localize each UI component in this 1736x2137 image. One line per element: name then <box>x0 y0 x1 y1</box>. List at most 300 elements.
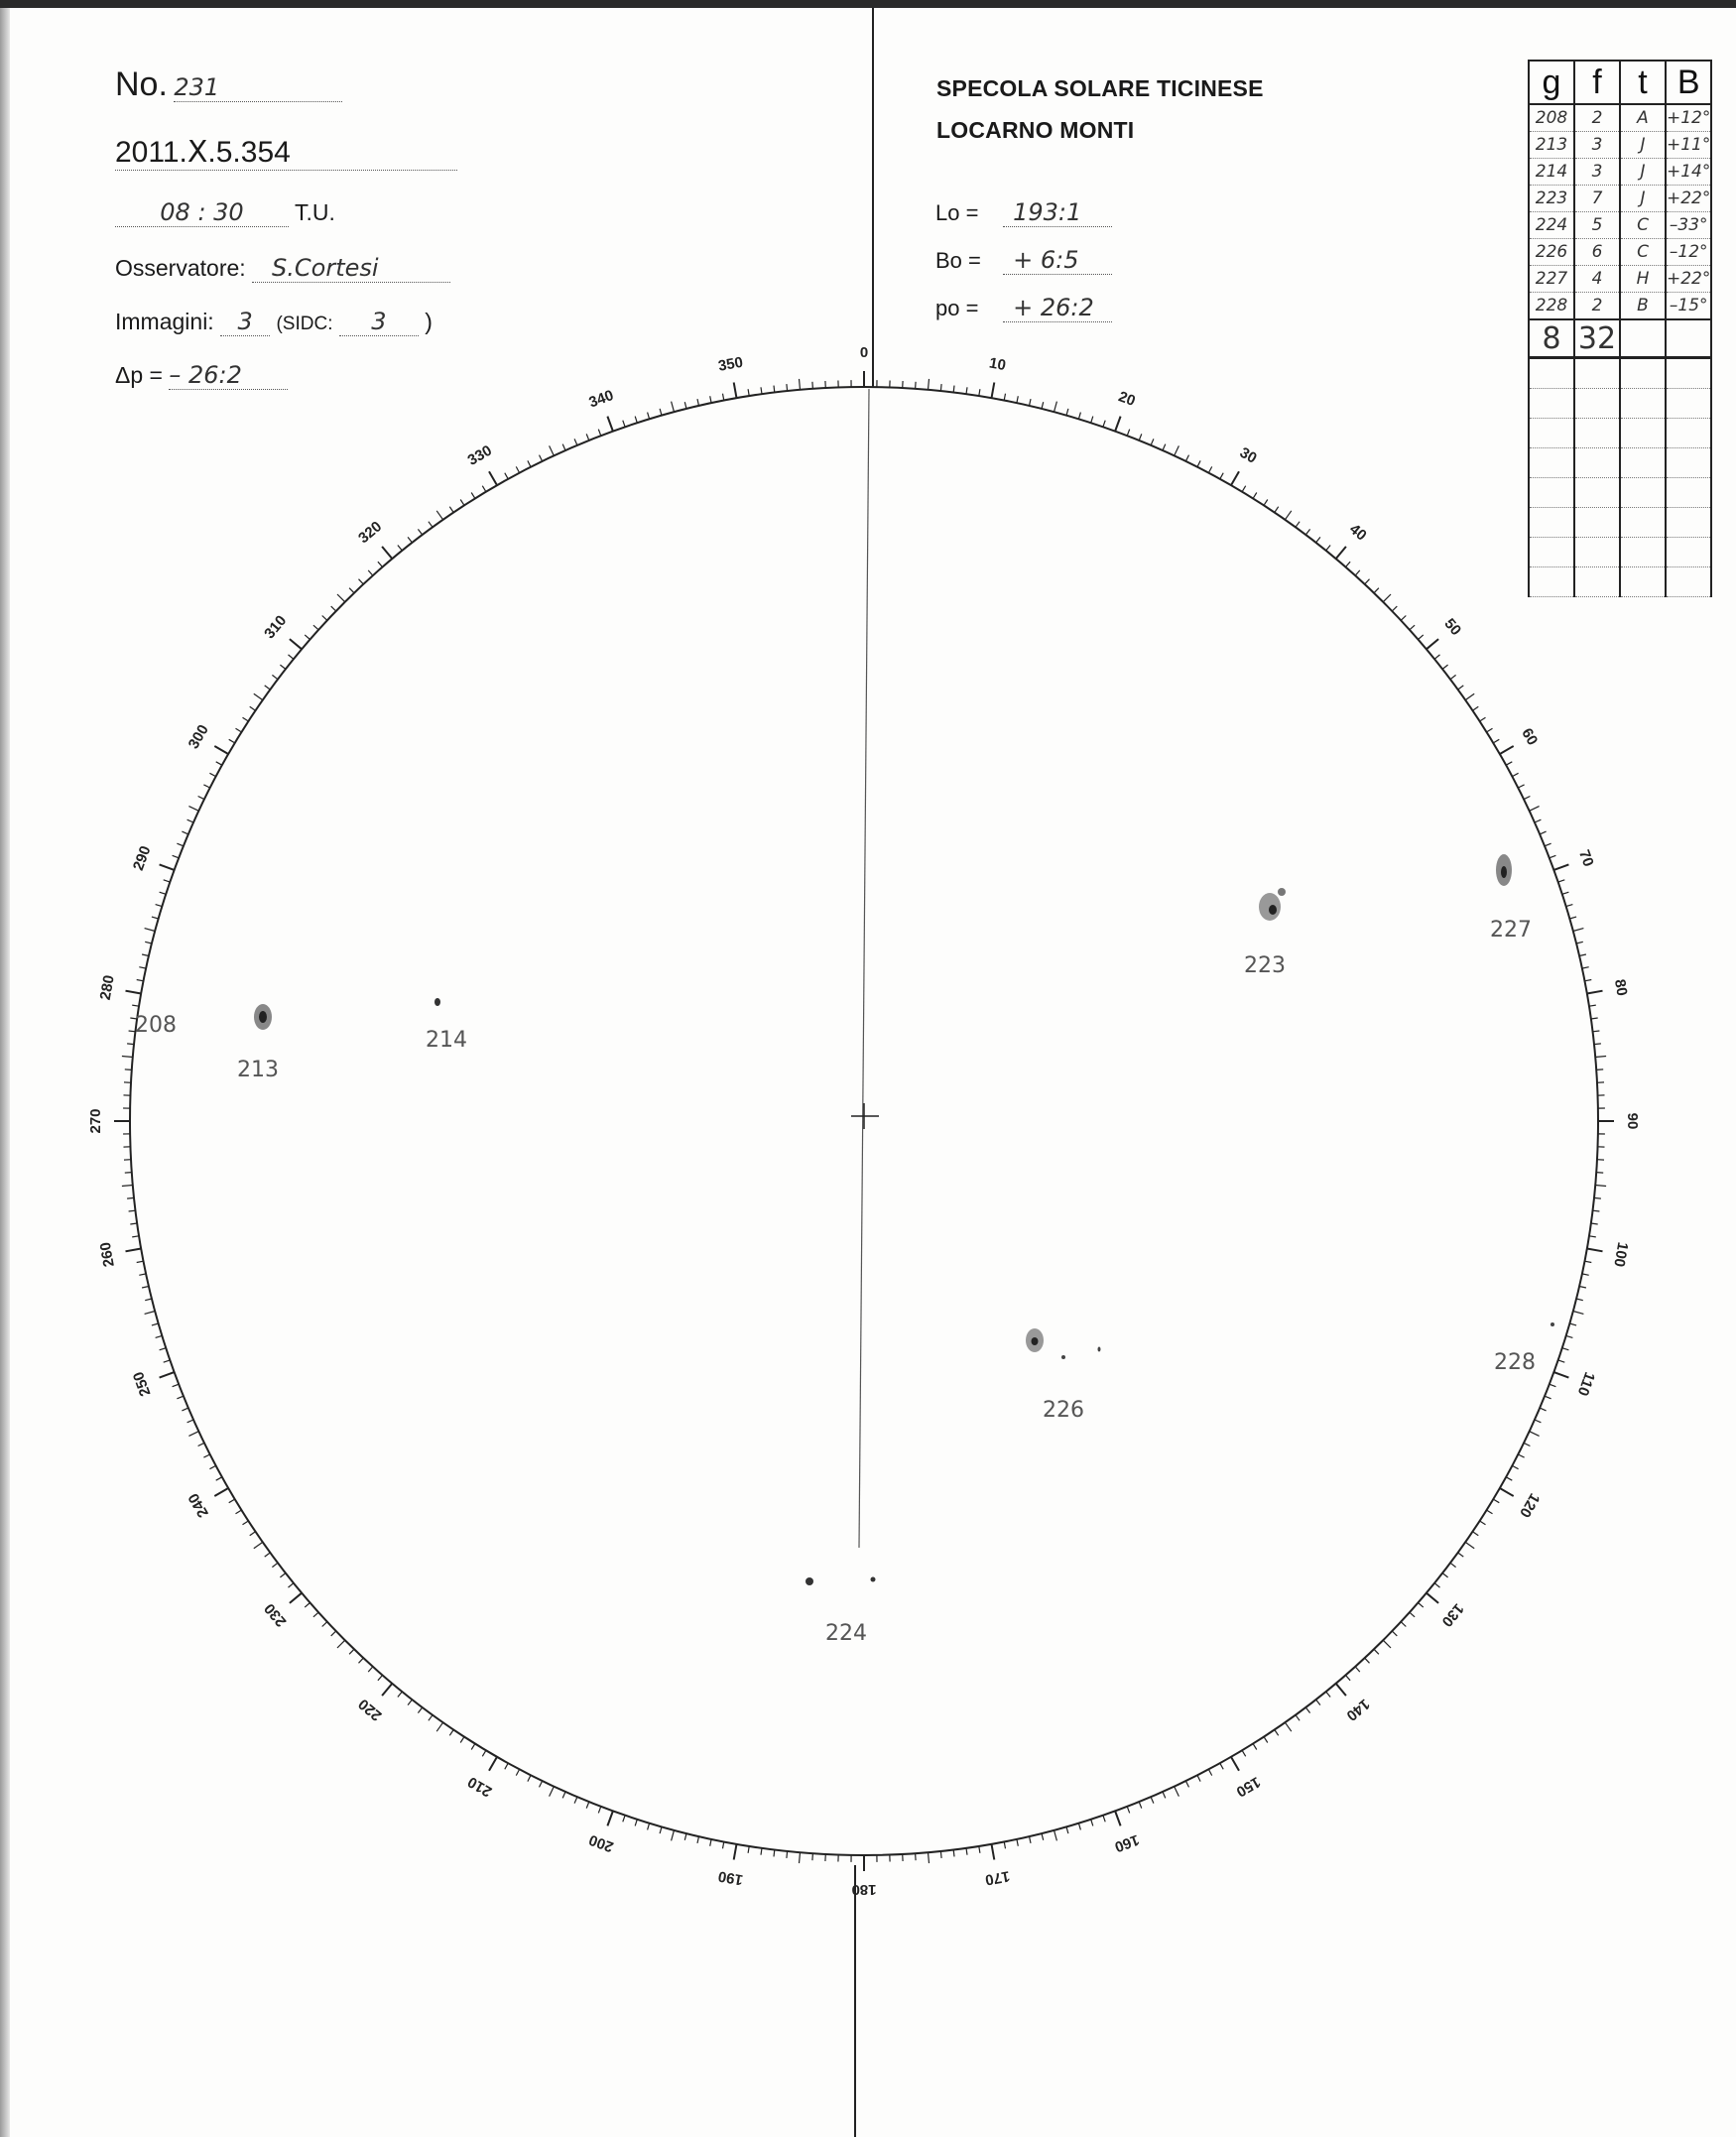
cell-g: 208 <box>1529 104 1574 132</box>
scale-tick <box>1473 1532 1479 1536</box>
scale-tick <box>607 417 613 432</box>
scale-tick <box>1545 843 1551 846</box>
group-label: 213 <box>237 1058 279 1082</box>
scale-tick <box>1579 1287 1586 1289</box>
scale-tick <box>1175 445 1179 455</box>
scale-tick <box>940 384 941 391</box>
cell-f: 5 <box>1574 212 1620 239</box>
tu-label: T.U. <box>294 199 335 225</box>
scale-tick <box>418 529 422 535</box>
scale-label: 120 <box>1516 1490 1544 1521</box>
sunspot <box>1501 866 1507 878</box>
scale-label: 140 <box>1342 1695 1373 1724</box>
cell-t: H <box>1620 266 1666 293</box>
scale-tick <box>188 1432 198 1437</box>
scale-tick <box>236 728 242 732</box>
scale-label: 90 <box>1624 1112 1642 1130</box>
scale-tick <box>1569 917 1576 919</box>
scale-tick <box>505 1763 508 1769</box>
scale-tick <box>187 819 193 822</box>
cell-f: 3 <box>1574 159 1620 186</box>
scale-tick <box>774 1850 775 1857</box>
scale-label: 210 <box>464 1773 495 1801</box>
scale-tick <box>1596 1173 1603 1174</box>
scale-tick <box>254 693 263 699</box>
scale-tick <box>229 739 235 743</box>
number-value: 231 <box>174 73 342 102</box>
sidc-label: (SIDC: <box>276 314 333 334</box>
scale-tick <box>528 460 531 466</box>
scale-tick <box>209 773 215 776</box>
scale-tick <box>337 594 345 602</box>
scale-tick <box>812 1853 813 1860</box>
scale-tick <box>164 1360 171 1362</box>
cell-f: 2 <box>1574 104 1620 132</box>
scale-tick <box>156 905 163 907</box>
scale-label: 70 <box>1574 847 1597 869</box>
scale-tick <box>748 389 749 396</box>
scale-tick <box>1594 1197 1601 1198</box>
scale-tick <box>1197 460 1200 466</box>
scale-tick <box>1562 1348 1569 1350</box>
scale-tick <box>979 1846 980 1853</box>
institution-name: SPECOLA SOLARE TICINESE <box>936 75 1264 101</box>
scale-tick <box>471 1744 475 1750</box>
scale-tick <box>1042 402 1044 409</box>
scale-tick <box>137 980 144 981</box>
scale-tick <box>489 1757 497 1771</box>
scale-label: 340 <box>586 386 616 412</box>
scale-tick <box>1185 455 1188 461</box>
scale-tick <box>966 387 967 394</box>
scale-tick <box>1139 1802 1142 1809</box>
group-label: 208 <box>135 1013 177 1038</box>
scale-label: 170 <box>983 1867 1012 1889</box>
scale-tick <box>1553 1372 1568 1378</box>
scale-tick <box>152 1323 159 1325</box>
scale-tick <box>1535 1420 1541 1423</box>
scale-label: 330 <box>464 441 495 469</box>
images-label: Immagini: <box>115 309 214 334</box>
scale-label: 0 <box>859 343 869 361</box>
scale-tick <box>177 1396 184 1399</box>
scale-tick <box>460 1737 464 1743</box>
scale-tick <box>607 1811 613 1825</box>
scale-tick <box>272 1563 278 1567</box>
scale-tick <box>429 1715 433 1721</box>
scale-tick <box>1030 1836 1032 1843</box>
scale-tick <box>313 1612 318 1617</box>
scale-tick <box>1336 547 1346 559</box>
scale-label: 180 <box>851 1881 877 1899</box>
scale-tick <box>1493 739 1499 743</box>
scale-tick <box>1305 529 1309 535</box>
cell-f: 7 <box>1574 186 1620 212</box>
number-label: No. <box>115 65 168 103</box>
scale-tick <box>598 430 601 437</box>
scale-label: 50 <box>1440 615 1465 640</box>
scale-tick <box>1151 1797 1154 1803</box>
scale-tick <box>132 1236 139 1237</box>
scale-tick <box>598 1807 601 1814</box>
scale-tick <box>562 444 565 450</box>
scale-tick <box>1242 486 1246 492</box>
scale-tick <box>142 1287 149 1289</box>
scale-tick <box>1434 1583 1439 1587</box>
scale-tick <box>216 1477 222 1480</box>
scale-tick <box>1401 1622 1406 1627</box>
sunspot-group-223 <box>1244 888 1286 978</box>
scale-tick <box>761 1848 762 1855</box>
scale-tick <box>1127 430 1130 437</box>
scale-tick <box>331 606 336 611</box>
scale-tick <box>992 1844 995 1860</box>
scale-tick <box>635 1820 637 1826</box>
scale-tick <box>1540 831 1546 834</box>
scale-tick <box>1442 1573 1448 1577</box>
scale-tick <box>126 1249 142 1252</box>
scale-tick <box>516 466 519 472</box>
scale-tick <box>1587 991 1603 994</box>
scale-tick <box>203 1454 209 1457</box>
sunspot-group-226 <box>1026 1328 1101 1423</box>
cell-f: 4 <box>1574 266 1620 293</box>
scale-tick <box>1553 864 1568 870</box>
scale-tick <box>1458 686 1464 690</box>
scale-tick <box>648 413 650 420</box>
scale-tick <box>1336 1684 1346 1696</box>
scale-tick <box>1017 396 1018 403</box>
delta-p-label: Δp = <box>115 362 163 388</box>
scale-tick <box>243 717 249 721</box>
sunspot-groups <box>135 854 1554 1646</box>
scale-tick <box>516 1769 519 1775</box>
scale-tick <box>137 1261 144 1262</box>
scale-tick <box>1562 892 1569 894</box>
cell-f: 2 <box>1574 293 1620 320</box>
scale-label: 80 <box>1610 977 1631 998</box>
scale-tick <box>243 1521 249 1525</box>
scale-tick <box>1374 588 1379 593</box>
scale-label: 310 <box>261 612 291 643</box>
sunspot <box>1061 1355 1065 1359</box>
scale-tick <box>648 1823 650 1830</box>
scale-tick <box>1589 1236 1596 1237</box>
scale-tick <box>378 562 383 566</box>
scale-tick <box>992 383 995 399</box>
scale-tick <box>359 579 364 584</box>
scale-tick <box>953 386 954 393</box>
scale-tick <box>528 1775 531 1781</box>
scale-tick <box>660 409 662 416</box>
scale-tick <box>1500 746 1514 754</box>
scale-tick <box>1042 1833 1044 1840</box>
scale-tick <box>1285 511 1291 520</box>
scale-tick <box>182 1408 187 1411</box>
scale-tick <box>139 1274 146 1275</box>
scale-label: 20 <box>1116 388 1138 411</box>
scale-tick <box>1115 1811 1121 1825</box>
scale-tick <box>482 486 486 492</box>
scale-tick <box>1275 507 1279 513</box>
scale-tick <box>289 655 294 659</box>
sunspot-group-214 <box>426 998 467 1053</box>
sidc-value: 3 <box>339 308 419 336</box>
scale-tick <box>125 1069 132 1070</box>
scale-label: 150 <box>1233 1773 1264 1801</box>
scale-tick <box>1401 616 1406 621</box>
cell-g: 227 <box>1529 266 1574 293</box>
scale-tick <box>1530 1432 1540 1437</box>
cell-f: 3 <box>1574 132 1620 159</box>
scale-tick <box>1004 1841 1005 1848</box>
scale-tick <box>1573 929 1584 932</box>
scale-tick <box>1316 537 1320 543</box>
scale-label: 160 <box>1112 1830 1142 1856</box>
scale-tick <box>216 762 222 765</box>
scale-tick <box>1208 1769 1211 1775</box>
scale-tick <box>1540 1408 1546 1411</box>
scale-tick <box>966 1848 967 1855</box>
cell-t: J <box>1620 159 1666 186</box>
scale-tick <box>1595 1057 1606 1058</box>
scale-tick <box>145 1299 152 1301</box>
scale-tick <box>550 445 555 455</box>
scale-tick <box>382 1684 392 1696</box>
cell-t: C <box>1620 212 1666 239</box>
scale-tick <box>1365 1658 1370 1663</box>
param-lo-value: 193:1 <box>1003 198 1112 227</box>
scale-tick <box>1594 1044 1601 1045</box>
scale-label: 270 <box>86 1108 104 1134</box>
scale-tick <box>489 471 497 485</box>
scale-tick <box>540 455 543 461</box>
sunspot <box>1278 888 1286 896</box>
scale-tick <box>130 1223 137 1224</box>
scale-tick <box>127 1197 134 1198</box>
institution-location: LOCARNO MONTI <box>936 117 1135 143</box>
scale-tick <box>398 546 402 551</box>
scale-tick <box>1383 1640 1391 1648</box>
scale-tick <box>1054 402 1057 413</box>
scale-tick <box>1591 1223 1598 1224</box>
scale-tick <box>1500 1488 1514 1496</box>
central-meridian-line <box>859 389 869 1548</box>
scale-tick <box>1512 1465 1518 1468</box>
date-value: 2011.Ⅹ.5.354 <box>115 135 457 171</box>
scale-tick <box>436 1722 442 1731</box>
scale-tick <box>1231 1757 1239 1771</box>
scale-tick <box>145 1312 156 1315</box>
scale-tick <box>1392 1631 1397 1636</box>
scale-tick <box>460 500 464 506</box>
images-value: 3 <box>220 308 270 336</box>
scale-tick <box>586 434 589 440</box>
scale-tick <box>331 1631 336 1636</box>
scale-tick <box>290 639 302 649</box>
cell-t: C <box>1620 239 1666 266</box>
scale-tick <box>1103 1816 1105 1823</box>
scale-tick <box>1591 1018 1598 1019</box>
scale-tick <box>254 1542 263 1548</box>
scale-tick <box>1275 1730 1279 1736</box>
scale-label: 30 <box>1236 443 1260 467</box>
sunspot-group-208 <box>135 1013 177 1038</box>
sunspot-group-224 <box>806 1577 876 1647</box>
scale-tick <box>1091 1820 1093 1826</box>
scale-tick <box>734 383 737 399</box>
header-f: f <box>1574 61 1620 104</box>
sunspot-group-227 <box>1490 854 1532 943</box>
scale-tick <box>1185 1781 1188 1787</box>
scale-tick <box>160 1372 175 1378</box>
scale-tick <box>1518 1454 1524 1457</box>
scale-tick <box>623 421 625 428</box>
scale-tick <box>748 1846 749 1853</box>
scale-label: 250 <box>129 1369 155 1399</box>
scale-label: 40 <box>1345 520 1370 545</box>
scale-label: 320 <box>355 518 386 548</box>
scale-tick <box>322 616 327 621</box>
scale-tick <box>1576 942 1583 943</box>
scale-tick <box>623 1816 625 1823</box>
scale-tick <box>1426 1593 1438 1603</box>
scale-tick <box>635 417 637 424</box>
group-label: 214 <box>426 1028 467 1053</box>
cell-g: 228 <box>1529 293 1574 320</box>
scale-tick <box>929 379 930 390</box>
cell-g: 214 <box>1529 159 1574 186</box>
scale-tick <box>684 402 686 409</box>
scale-tick <box>1426 639 1438 649</box>
scale-tick <box>305 1603 310 1608</box>
scale-tick <box>139 967 146 968</box>
scale-tick <box>126 991 142 994</box>
scale-tick <box>586 1802 589 1809</box>
scale-tick <box>1220 473 1223 479</box>
sunspot <box>1269 905 1277 915</box>
scale-tick <box>1326 546 1330 551</box>
scale-tick <box>1091 417 1093 424</box>
scale-label: 350 <box>716 353 745 375</box>
scale-tick <box>378 1676 383 1681</box>
cell-t: B <box>1620 293 1666 320</box>
scale-tick <box>1579 954 1586 956</box>
scale-tick <box>1175 1787 1179 1797</box>
total-cell: 32 <box>1574 319 1620 358</box>
cell-b: +22° <box>1666 266 1711 293</box>
scale-tick <box>505 473 508 479</box>
scale-tick <box>812 382 813 389</box>
cell-b: +22° <box>1666 186 1711 212</box>
scale-tick <box>1493 1499 1499 1503</box>
scale-tick <box>1450 1563 1456 1567</box>
scale-tick <box>429 522 433 528</box>
scale-tick <box>1264 1737 1268 1743</box>
scale-tick <box>160 892 167 894</box>
scale-tick <box>1410 625 1415 630</box>
scale-tick <box>540 1781 543 1787</box>
cell-b: +14° <box>1666 159 1711 186</box>
scale-tick <box>697 399 699 406</box>
scale-label: 200 <box>586 1830 616 1856</box>
sunspot <box>434 998 440 1006</box>
scale-tick <box>1231 471 1239 485</box>
param-lo-label: Lo = <box>935 200 979 225</box>
scale-tick <box>1151 439 1154 444</box>
scale-tick <box>1383 594 1391 602</box>
group-label: 224 <box>825 1621 867 1646</box>
scale-tick <box>436 511 442 520</box>
param-bo-value: + 6:5 <box>1003 246 1112 275</box>
scale-tick <box>1365 579 1370 584</box>
scale-label: 130 <box>1437 1599 1467 1630</box>
scale-tick <box>173 855 180 858</box>
sunspot <box>1550 1322 1554 1326</box>
scale-tick <box>1473 706 1479 710</box>
scale-tick <box>1163 1792 1166 1798</box>
sunspot <box>259 1011 267 1023</box>
scale-tick <box>1593 1210 1600 1211</box>
scale-tick <box>1326 1692 1330 1697</box>
scale-tick <box>1566 905 1573 907</box>
scale-tick <box>1450 675 1456 679</box>
scale-tick <box>1103 421 1105 428</box>
scale-tick <box>449 507 453 513</box>
scale-tick <box>289 1583 294 1587</box>
scale-label: 280 <box>96 973 118 1002</box>
scale-tick <box>1524 1443 1530 1446</box>
cell-g: 213 <box>1529 132 1574 159</box>
scale-tick <box>145 942 152 943</box>
scale-tick <box>787 1851 788 1858</box>
cell-g: 224 <box>1529 212 1574 239</box>
scale-tick <box>182 831 187 834</box>
scale-tick <box>160 864 175 870</box>
scale-tick <box>1242 1750 1246 1756</box>
cell-b: –15° <box>1666 293 1711 320</box>
scale-tick <box>1569 1323 1576 1325</box>
scale-tick <box>203 785 209 788</box>
scale-tick <box>280 1573 286 1577</box>
scale-tick <box>1197 1775 1200 1781</box>
sunspot <box>1098 1347 1101 1352</box>
scale-tick <box>562 1792 565 1798</box>
scale-tick <box>1296 522 1300 528</box>
scale-tick <box>1285 1722 1291 1731</box>
scale-tick <box>1004 394 1005 401</box>
header-g: g <box>1529 61 1574 104</box>
scale-tick <box>129 1210 136 1211</box>
scale-tick <box>1596 1069 1603 1070</box>
scale-label: 290 <box>129 843 155 873</box>
scale-tick <box>1066 409 1068 416</box>
header-b: B <box>1666 61 1711 104</box>
scale-tick <box>349 1649 354 1654</box>
cell-g: 223 <box>1529 186 1574 212</box>
scale-tick <box>173 1384 180 1387</box>
scale-tick <box>280 665 286 669</box>
scale-tick <box>236 1510 242 1514</box>
scale-tick <box>672 1830 675 1841</box>
scale-tick <box>1512 773 1518 776</box>
scale-tick <box>1355 1667 1360 1672</box>
scale-tick <box>1305 1707 1309 1713</box>
sunspot-group-213 <box>237 1004 279 1082</box>
scale-tick <box>1054 1830 1057 1841</box>
scale-tick <box>359 1658 364 1663</box>
scale-tick <box>471 493 475 499</box>
